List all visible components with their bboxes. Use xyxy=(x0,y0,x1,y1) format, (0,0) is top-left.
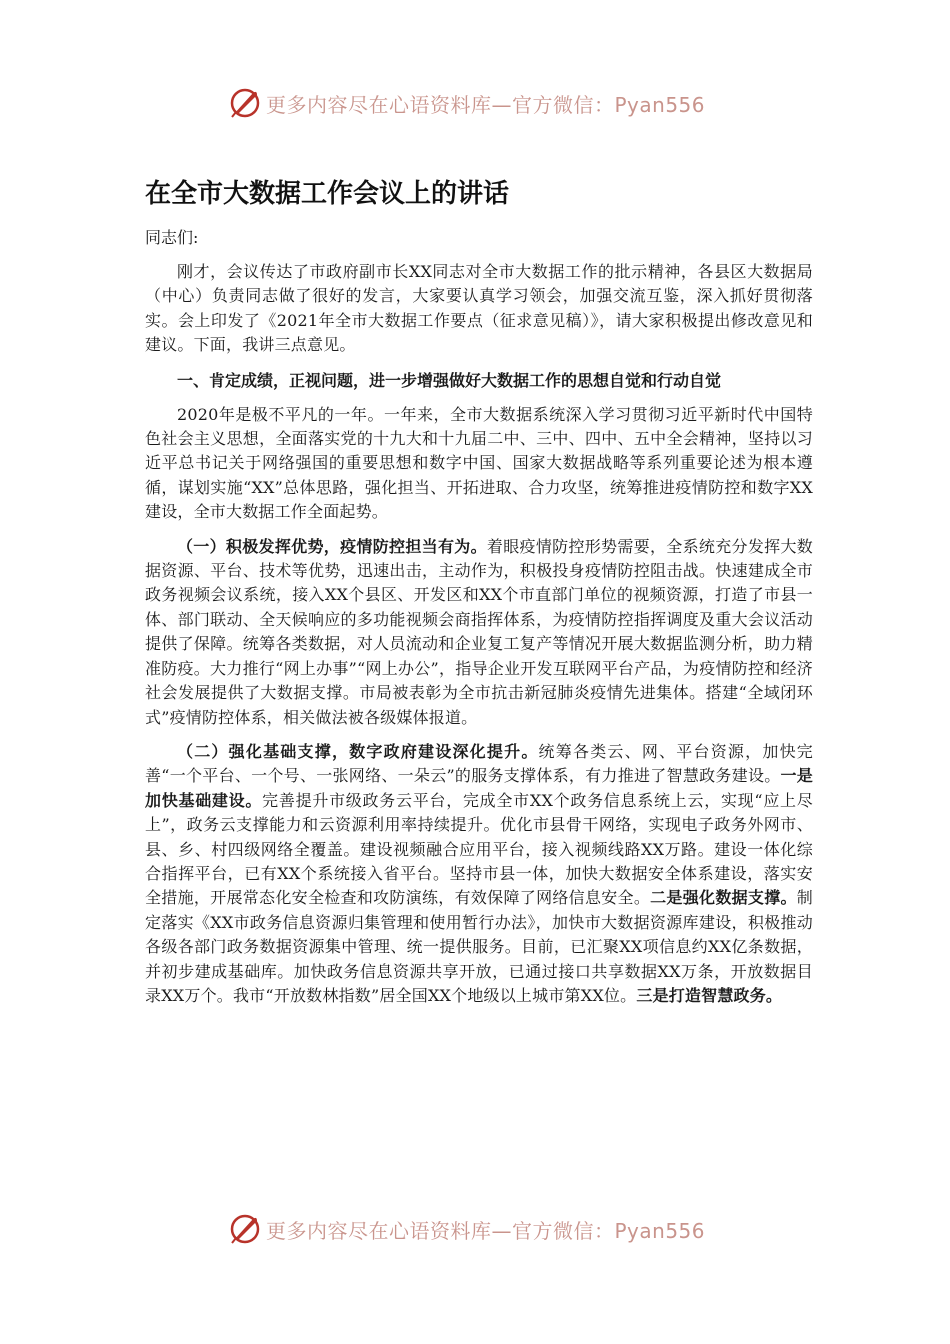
subsection-1-body: 着眼疫情防控形势需要，全系统充分发挥大数据资源、平台、技术等优势，迅速出击，主动作为，积极投身疫情防控阻击战。快速建成全市政务视频会议系统，接入XX个县区、开发区和XX个市直部门单位的视频资源，打造了市县一体、部门联动、全天候响应的多功能视频会商指挥体系，为疫情防控指挥调度及重大会议活动提供了保障。统筹各类数据，对人员流动和企业复工复产等情况开展大数据监测分析，助力精准防疫。大力推行“网上办事”“网上办公”，指导企业开发互联网平台产品，为疫情防控和经济社会发展提供了大数据支撑。市局被表彰为全市抗击新冠肺炎疫情先进集体。搭建“全域闭环式”疫情防控体系，相关做法被各级媒体报道。 xyxy=(145,536,813,727)
footer-watermark-banner xyxy=(228,1212,748,1246)
section-1-paragraph: 2020年是极不平凡的一年。一年来，全市大数据系统深入学习贯彻习近平新时代中国特色社会主义思想，全面落实党的十九大和十九届二中、三中、四中、五中全会精神，坚持以习近平总书记关于网络强国的重要思想和数字中国、国家大数据战略等系列重要论述为根本遵循，谋划实施“XX”总体思路，强化担当、开拓进取、合力攻坚，统筹推进疫情防控和数字XX建设，全市大数据工作全面起势。 xyxy=(145,404,813,522)
salutation: 同志们: xyxy=(145,228,199,247)
quill-pen-logo-icon xyxy=(228,1212,262,1246)
quill-pen-logo-icon xyxy=(228,86,262,120)
subsection-1-lead: （一）积极发挥优势，疫情防控担当有为。 xyxy=(177,536,487,556)
banner-text: 更多内容尽在心语资料库—官方微信：Pyan556 xyxy=(266,1218,706,1243)
point-1-body: 完善提升市级政务云平台，完成全市XX个政务信息系统上云，实现“应上尽上”，政务云支撑能力和云资源利用率持续提升。优化市县骨干网络，实现电子政务外网市、县、乡、村四级网络全覆盖。建设视频融合应用平台，接入视频线路XX万路。建设一体化综合指挥平台，已有XX个系统接入省平台。坚持市县一体，加快大数据安全体系建设，落实安全措施，开展常态化安全检查和攻防演练，有效保障了网络信息安全。 xyxy=(145,790,813,908)
subsection-1-paragraph xyxy=(145,535,813,730)
document-body xyxy=(145,170,813,1018)
subsection-2-lead: （二）强化基础支撑，数字政府建设深化提升。 xyxy=(177,741,539,761)
point-1-lead: 一是加快基础建设。 xyxy=(145,766,813,810)
subsection-2-paragraph xyxy=(145,740,813,1008)
header-watermark-banner xyxy=(228,86,748,120)
point-2-lead: 二是强化数据支撑。 xyxy=(650,888,797,908)
point-3-lead: 三是打造智慧政务。 xyxy=(636,985,783,1005)
point-2-body: 制定落实《XX市政务信息资源归集管理和使用暂行办法》，加快市大数据资源库建设，积极推动各级各部门政务数据资源集中管理、统一提供服务。目前，已汇聚XX项信息约XX亿条数据，并初步建成基础库。加快政务信息资源共享开放，已通过接口共享数据XX万条，开放数据目录XX万个。我市“开放数林指数”居全国XX个地级以上城市第XX位。 xyxy=(145,888,813,1005)
banner-text: 更多内容尽在心语资料库—官方微信：Pyan556 xyxy=(266,92,706,117)
section-1-heading: 一、肯定成绩，正视问题，进一步增强做好大数据工作的思想自觉和行动自觉 xyxy=(177,370,722,390)
page-title: 在全市大数据工作会议上的讲话 xyxy=(145,179,510,209)
intro-paragraph: 刚才，会议传达了市政府副市长XX同志对全市大数据工作的批示精神，各县区大数据局（中心）负责同志做了很好的发言，大家要认真学习领会，加强交流互鉴，深入抓好贯彻落实。会上印发了《2021年全市大数据工作要点（征求意见稿）》，请大家积极提出修改意见和建议。下面，我讲三点意见。 xyxy=(145,262,813,355)
subsection-2-body-1: 统筹各类云、网、平台资源，加快完善“一个平台、一个号、一张网络、一朵云”的服务支撑体系，有力推进了智慧政务建设。 xyxy=(145,741,813,786)
